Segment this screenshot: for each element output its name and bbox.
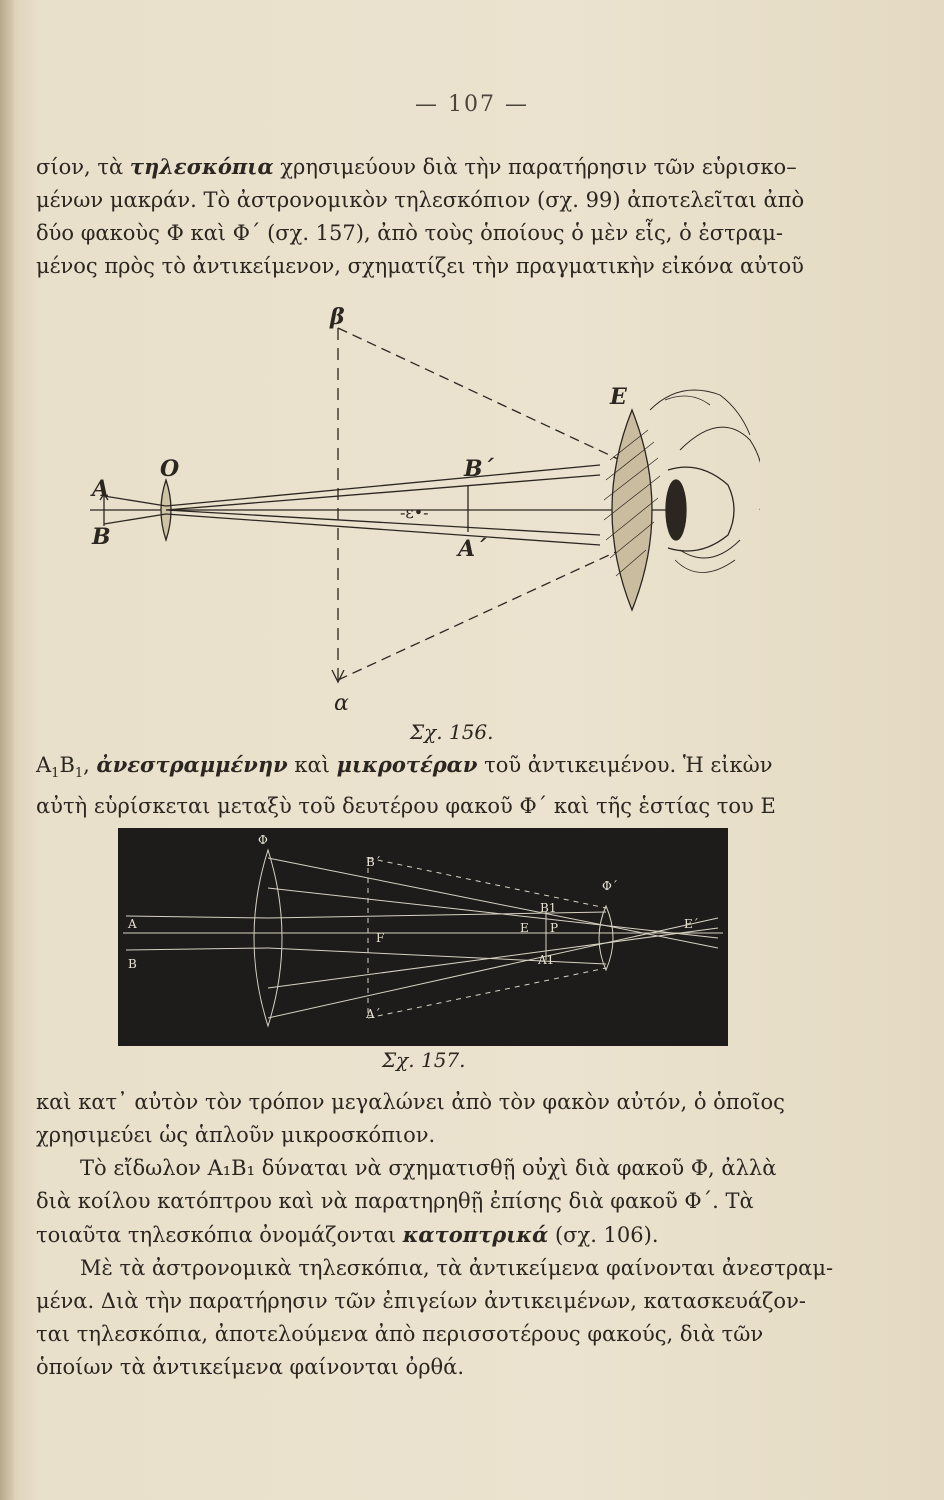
figure-157-telescope-diagram — [118, 828, 728, 1046]
paragraph-bottom-line-4: διὰ κοίλου κατόπτρου καὶ νὰ παρατηρηθῇ ἐπίσης διὰ φακοῦ Φ΄. Τὰ — [36, 1189, 754, 1213]
label-A-prime: A΄ — [458, 536, 487, 562]
ray — [166, 465, 600, 506]
figure-156-ray-diagram — [80, 300, 760, 710]
figure-157-background — [118, 828, 728, 1046]
paragraph-bottom-line-3: Τὸ εἴδωλον A₁B₁ δύναται νὰ σχηματισθῇ οὐχὶ διὰ φακοῦ Φ, ἀλλὰ — [80, 1156, 777, 1180]
paragraph-bottom-line-6: Μὲ τὰ ἀστρονομικὰ τηλεσκόπια, τὰ ἀντικείμενα φαίνονται ἀνεστραμ- — [80, 1256, 834, 1280]
label-O: O — [160, 456, 180, 482]
label-B1: B1 — [540, 901, 557, 915]
paragraph-mid — [36, 748, 826, 823]
label-A: A — [92, 476, 110, 502]
term-inverted: ἀνεστραμμένην — [96, 752, 288, 777]
paragraph-bottom-line-2: χρησιμεύει ὡς ἁπλοῦν μικροσκόπιον. — [36, 1123, 436, 1147]
term-reflecting: κατοπτρικά — [402, 1222, 549, 1247]
paragraph-top-line-4: μένος πρὸς τὸ ἀντικείμενον, σχηματίζει τὴν πραγματικὴν εἰκόνα αὐτοῦ — [36, 254, 804, 278]
label-E: E — [520, 921, 529, 935]
paragraph-bottom-line-7: μένα. Διὰ τὴν παρατήρησιν τῶν ἐπιγείων ἀντικειμένων, κατασκευάζον- — [36, 1289, 806, 1313]
paragraph-bottom-line-5: τοιαῦτα τηλεσκόπια ὀνομάζονται κατοπτρικά (σχ. 106). — [36, 1222, 659, 1247]
term-smaller: μικροτέραν — [336, 752, 478, 777]
paragraph-top-line-3: δύο φακοὺς Φ καὶ Φ΄ (σχ. 157), ἀπὸ τοὺς ὁποίους ὁ μὲν εἷς, ὁ ἐστραμ- — [36, 221, 783, 245]
label-B: B — [92, 524, 111, 550]
label-beta: β — [330, 304, 345, 330]
label-phi: Φ — [258, 833, 268, 847]
ray — [104, 496, 166, 506]
eyepiece-lens — [612, 410, 652, 610]
label-B: B — [128, 957, 137, 971]
ray — [166, 510, 600, 535]
construction-ray-lower — [338, 550, 620, 680]
ray — [104, 514, 166, 524]
paragraph-mid-line-2: αὐτὴ εὑρίσκεται μεταξὺ τοῦ δευτέρου φακοῦ Φ΄ καὶ τῆς ἑστίας του E — [36, 794, 776, 819]
paragraph-mid-line-1: $A_1B_1$, ἀνεστραμμένην καὶ μικροτέραν τοῦ ἀντικειμένου. Ἡ εἰκὼν — [36, 752, 773, 782]
construction-ray-upper — [338, 328, 620, 460]
label-B-prime: B΄ — [464, 456, 494, 482]
label-A-prime: A΄ — [366, 1007, 381, 1021]
label-alpha: α — [334, 691, 349, 710]
figure-157-caption: Σχ. 157. — [382, 1048, 466, 1072]
label-phi-prime: Φ΄ — [602, 879, 618, 893]
eye-illustration — [650, 390, 760, 573]
label-F: F — [376, 931, 385, 945]
label-B-prime: B΄ — [366, 855, 381, 869]
label-E-prime: E΄ — [684, 917, 699, 931]
paragraph-bottom-line-9: ὁποίων τὰ ἀντικείμενα φαίνονται ὀρθά. — [36, 1355, 465, 1379]
ray — [166, 475, 600, 510]
label-E: E — [610, 384, 627, 410]
paragraph-top — [36, 150, 826, 283]
page-number: — 107 — — [415, 92, 529, 117]
figure-156-caption: Σχ. 156. — [410, 720, 494, 744]
label-A: A — [128, 917, 137, 931]
page-spine-shadow — [0, 0, 14, 1500]
paragraph-bottom — [36, 1086, 834, 1384]
label-epsilon: -ε•- — [400, 503, 429, 522]
paragraph-top-line-1: σίον, τὰ τηλεσκόπια χρησιμεύουν διὰ τὴν παρατήρησιν τῶν εὑρισκο– — [36, 154, 797, 179]
paragraph-bottom-line-8: ται τηλεσκόπια, ἀποτελούμενα ἀπὸ περισσοτέρους φακούς, διὰ τῶν — [36, 1322, 764, 1346]
ray — [166, 514, 600, 545]
paragraph-bottom-line-1: καὶ κατ᾿ αὐτὸν τὸν τρόπον μεγαλώνει ἀπὸ τὸν φακὸν αὐτόν, ὁ ὁποῖος — [36, 1090, 785, 1114]
label-A1: A1 — [538, 953, 555, 967]
paragraph-top-line-2: μένων μακράν. Τὸ ἀστρονομικὸν τηλεσκόπιον (σχ. 99) ἀποτελεῖται ἀπὸ — [36, 188, 805, 212]
term-telescopes: τηλεσκόπια — [129, 154, 274, 179]
label-P: P — [550, 921, 559, 935]
